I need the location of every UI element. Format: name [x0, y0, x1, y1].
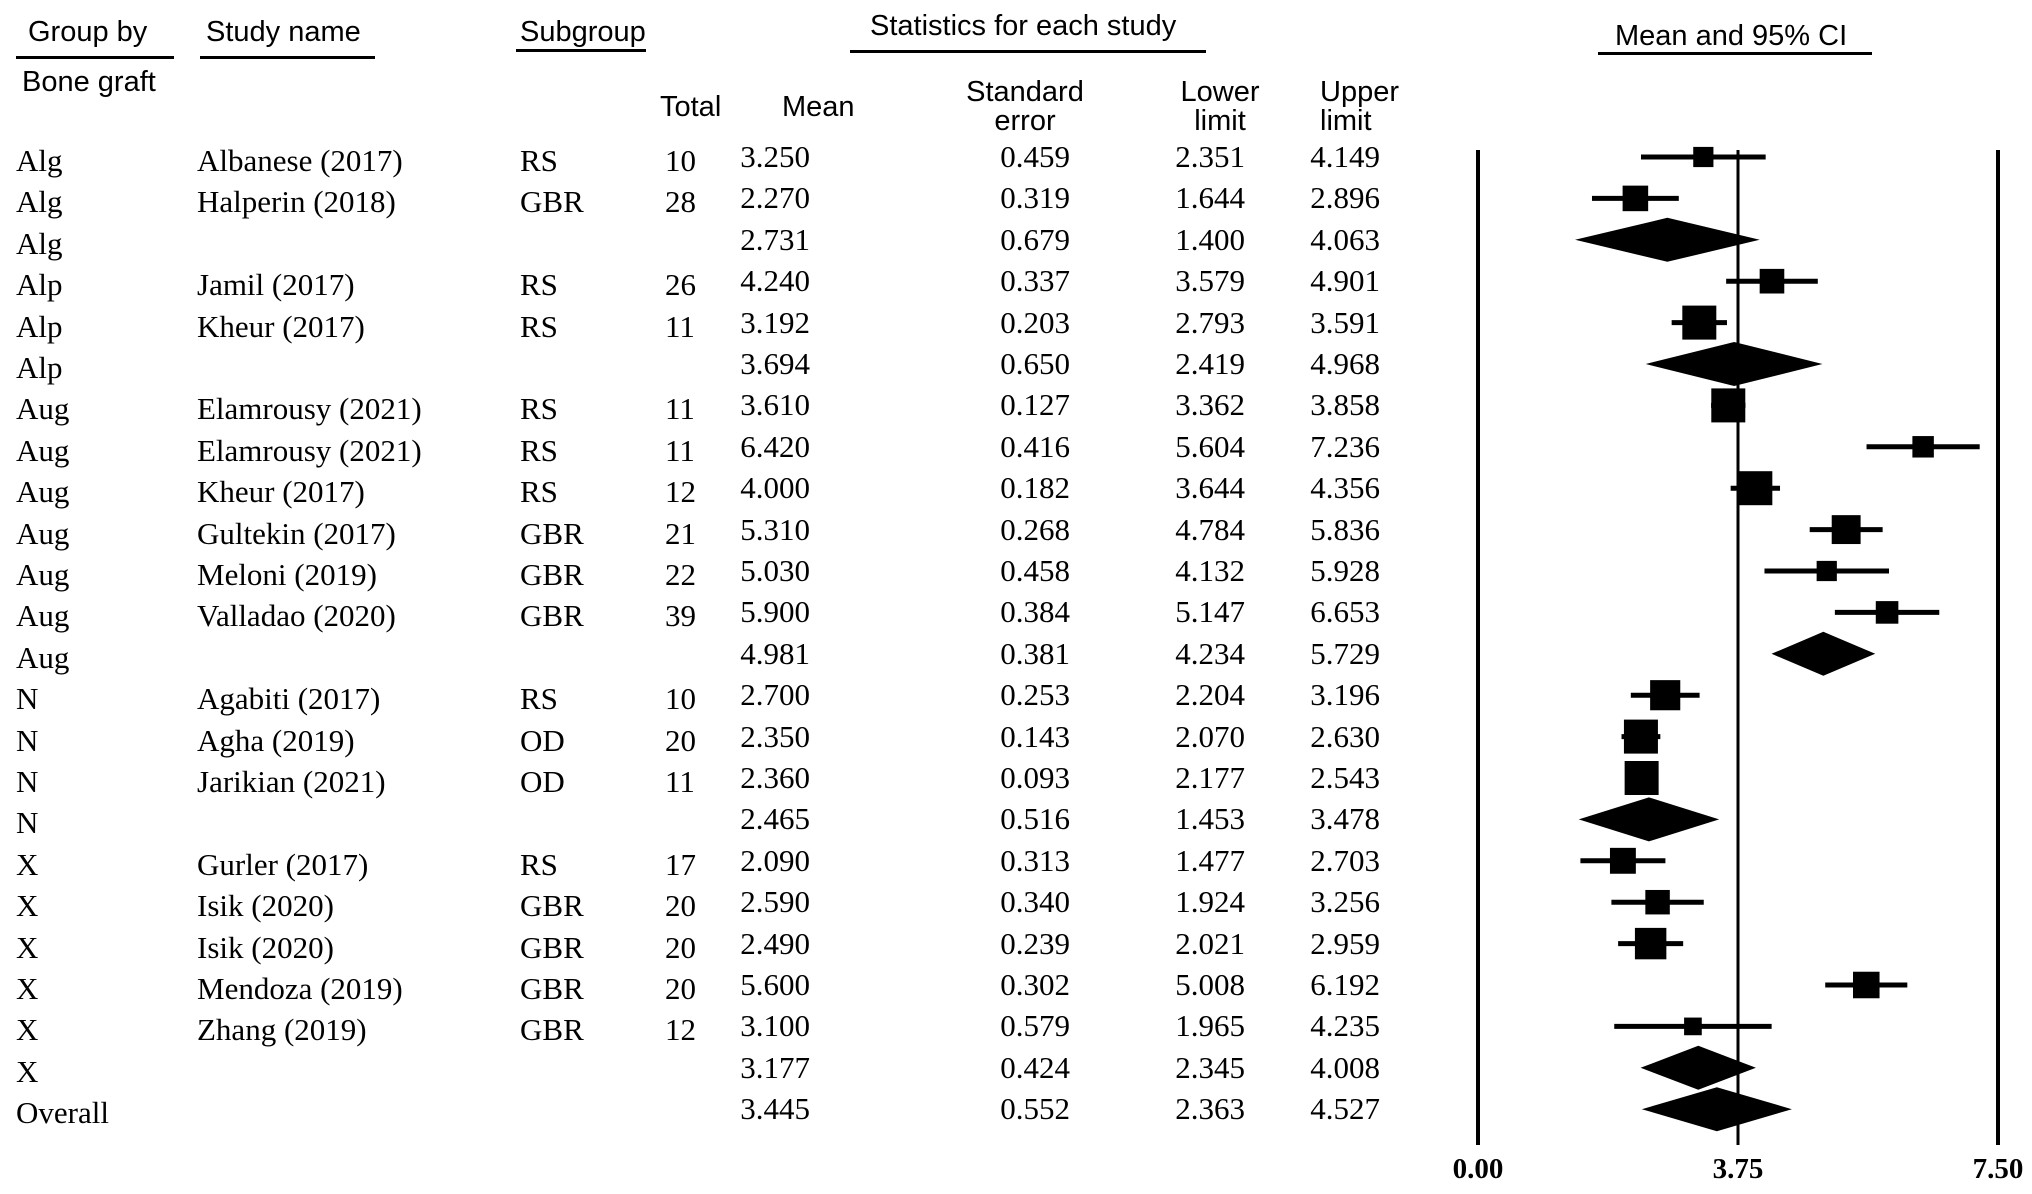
cell-subgroup: RS — [520, 143, 558, 178]
cell-group: Aug — [16, 557, 70, 592]
cell-subgroup: GBR — [520, 184, 584, 220]
cell-lower: 3.579 — [1175, 263, 1245, 299]
cell-study: Gultekin (2017) — [197, 515, 396, 551]
cell-upper: 5.928 — [1310, 553, 1380, 588]
cell-subgroup: GBR — [520, 971, 584, 1006]
cell-se: 0.319 — [1000, 180, 1070, 216]
cell-lower: 2.070 — [1175, 718, 1245, 754]
cell-mean: 2.731 — [740, 221, 810, 257]
cell-se: 0.516 — [1000, 801, 1070, 837]
cell-total: 20 — [665, 888, 696, 924]
cell-mean: 2.465 — [740, 801, 810, 837]
cell-study: Elamrousy (2021) — [197, 391, 422, 427]
summary-diamond — [1646, 342, 1823, 386]
cell-study: Meloni (2019) — [197, 557, 377, 592]
cell-subgroup: RS — [520, 267, 558, 303]
cell-subgroup: GBR — [520, 929, 584, 965]
cell-lower: 3.644 — [1175, 470, 1245, 506]
cell-se: 0.381 — [1000, 635, 1070, 671]
cell-subgroup: RS — [520, 681, 558, 717]
cell-group: X — [16, 929, 39, 965]
cell-group: Alg — [16, 225, 63, 261]
cell-lower: 5.604 — [1175, 428, 1245, 464]
summary-diamond — [1575, 218, 1760, 262]
cell-group: X — [16, 1012, 39, 1048]
summary-diamond — [1579, 797, 1719, 841]
cell-subgroup: OD — [520, 722, 565, 758]
header-bone-graft: Bone graft — [22, 66, 156, 98]
cell-lower: 3.362 — [1175, 387, 1245, 423]
cell-total: 28 — [665, 184, 696, 220]
cell-lower: 1.965 — [1175, 1008, 1245, 1044]
cell-mean: 4.981 — [740, 635, 810, 671]
cell-study: Elamrousy (2021) — [197, 432, 422, 468]
cell-mean: 4.000 — [740, 470, 810, 506]
point-estimate-box — [1625, 761, 1659, 795]
cell-study: Jarikian (2021) — [197, 764, 386, 799]
cell-study: Kheur (2017) — [197, 474, 365, 510]
cell-study: Agha (2019) — [197, 722, 355, 758]
header-upper-limit-line1: Upper — [1320, 76, 1399, 108]
point-estimate-box — [1682, 306, 1716, 340]
cell-group: N — [16, 764, 39, 799]
cell-lower: 2.351 — [1175, 139, 1245, 174]
cell-mean: 6.420 — [740, 428, 810, 464]
cell-se: 0.143 — [1000, 718, 1070, 754]
cell-group: Aug — [16, 639, 70, 675]
cell-mean: 5.310 — [740, 511, 810, 547]
cell-total: 26 — [665, 267, 696, 303]
header-upper-limit-line2: limit — [1320, 105, 1372, 137]
cell-mean: 3.694 — [740, 346, 810, 381]
cell-upper: 4.235 — [1310, 1008, 1380, 1044]
cell-mean: 2.350 — [740, 718, 810, 754]
cell-lower: 5.008 — [1175, 967, 1245, 1002]
point-estimate-box — [1623, 186, 1649, 212]
cell-subgroup: RS — [520, 308, 558, 344]
point-estimate-box — [1635, 928, 1666, 959]
cell-subgroup: RS — [520, 391, 558, 427]
cell-upper: 3.196 — [1310, 677, 1380, 713]
cell-upper: 3.591 — [1310, 304, 1380, 340]
header-mean-ci: Mean and 95% CI — [1615, 20, 1848, 52]
summary-diamond — [1642, 1087, 1792, 1131]
cell-lower: 1.400 — [1175, 221, 1245, 257]
cell-subgroup: RS — [520, 474, 558, 510]
cell-upper: 4.901 — [1310, 263, 1380, 299]
cell-study: Albanese (2017) — [197, 143, 403, 178]
cell-total: 20 — [665, 971, 696, 1006]
cell-group: N — [16, 805, 39, 841]
header-standard-error-line2: error — [994, 105, 1056, 137]
cell-se: 0.679 — [1000, 221, 1070, 257]
cell-total: 10 — [665, 143, 696, 178]
cell-study: Isik (2020) — [197, 888, 334, 924]
cell-mean: 3.250 — [740, 139, 810, 174]
point-estimate-box — [1912, 436, 1933, 457]
cell-lower: 2.021 — [1175, 925, 1245, 961]
cell-upper: 3.256 — [1310, 884, 1380, 920]
cell-upper: 3.478 — [1310, 801, 1380, 837]
cell-upper: 7.236 — [1310, 428, 1380, 464]
point-estimate-box — [1624, 720, 1658, 754]
point-estimate-box — [1832, 515, 1861, 544]
header-standard-error-line1: Standard — [966, 76, 1084, 108]
cell-subgroup: RS — [520, 432, 558, 468]
cell-group: X — [16, 888, 39, 924]
cell-mean: 3.445 — [740, 1091, 810, 1127]
cell-upper: 2.630 — [1310, 718, 1380, 754]
cell-group: Aug — [16, 391, 70, 427]
cell-study: Isik (2020) — [197, 929, 334, 965]
cell-group: Aug — [16, 432, 70, 468]
cell-group: Aug — [16, 598, 70, 634]
cell-study: Gurler (2017) — [197, 846, 369, 882]
header-mean: Mean — [782, 91, 855, 123]
cell-lower: 5.147 — [1175, 594, 1245, 630]
cell-group: N — [16, 681, 39, 717]
cell-se: 0.302 — [1000, 967, 1070, 1002]
cell-group: Alg — [16, 143, 63, 178]
cell-group: Aug — [16, 515, 70, 551]
cell-study: Jamil (2017) — [197, 267, 355, 303]
cell-total: 11 — [665, 764, 695, 799]
cell-upper: 4.149 — [1310, 139, 1380, 174]
cell-study: Halperin (2018) — [197, 184, 396, 220]
header-stats-for-each-study: Statistics for each study — [870, 10, 1177, 42]
cell-se: 0.093 — [1000, 760, 1070, 795]
cell-mean: 2.360 — [740, 760, 810, 795]
point-estimate-box — [1645, 890, 1669, 914]
cell-total: 20 — [665, 929, 696, 965]
cell-lower: 2.177 — [1175, 760, 1245, 795]
cell-subgroup: RS — [520, 846, 558, 882]
header-lower-limit-line2: limit — [1194, 105, 1246, 137]
cell-upper: 4.008 — [1310, 1049, 1380, 1085]
point-estimate-box — [1876, 601, 1899, 624]
x-tick-label: 7.50 — [1972, 1153, 2024, 1185]
point-estimate-box — [1760, 269, 1785, 294]
cell-total: 20 — [665, 722, 696, 758]
cell-study: Valladao (2020) — [197, 598, 396, 634]
cell-se: 0.268 — [1000, 511, 1070, 547]
cell-lower: 2.345 — [1175, 1049, 1245, 1085]
cell-total: 10 — [665, 681, 696, 717]
cell-total: 21 — [665, 515, 696, 551]
x-tick-label: 3.75 — [1712, 1153, 1764, 1185]
cell-lower: 2.204 — [1175, 677, 1245, 713]
cell-mean: 2.590 — [740, 884, 810, 920]
point-estimate-box — [1684, 1018, 1702, 1036]
cell-group: X — [16, 846, 39, 882]
cell-upper: 5.836 — [1310, 511, 1380, 547]
cell-group: N — [16, 722, 39, 758]
cell-lower: 2.793 — [1175, 304, 1245, 340]
cell-upper: 4.968 — [1310, 346, 1380, 381]
cell-mean: 3.192 — [740, 304, 810, 340]
cell-upper: 4.063 — [1310, 221, 1380, 257]
cell-total: 22 — [665, 557, 696, 592]
cell-se: 0.579 — [1000, 1008, 1070, 1044]
cell-lower: 4.784 — [1175, 511, 1245, 547]
cell-mean: 2.700 — [740, 677, 810, 713]
point-estimate-box — [1817, 561, 1837, 581]
cell-mean: 2.090 — [740, 842, 810, 878]
cell-total: 11 — [665, 432, 695, 468]
cell-mean: 5.030 — [740, 553, 810, 588]
cell-group: Alp — [16, 308, 63, 344]
cell-upper: 6.653 — [1310, 594, 1380, 630]
cell-se: 0.340 — [1000, 884, 1070, 920]
header-lower-limit-line1: Lower — [1180, 76, 1260, 108]
cell-group: Aug — [16, 474, 70, 510]
cell-se: 0.253 — [1000, 677, 1070, 713]
cell-group: Overall — [16, 1095, 109, 1131]
cell-total: 17 — [665, 846, 696, 882]
cell-se: 0.239 — [1000, 925, 1070, 961]
header-study-name: Study name — [206, 16, 361, 48]
cell-se: 0.313 — [1000, 842, 1070, 878]
cell-upper: 6.192 — [1310, 967, 1380, 1002]
header-total: Total — [660, 91, 722, 123]
point-estimate-box — [1853, 972, 1880, 999]
cell-total: 11 — [665, 391, 695, 427]
cell-study: Mendoza (2019) — [197, 971, 403, 1006]
cell-se: 0.424 — [1000, 1049, 1070, 1085]
cell-se: 0.182 — [1000, 470, 1070, 506]
cell-study: Kheur (2017) — [197, 308, 365, 344]
point-estimate-box — [1693, 147, 1713, 167]
cell-lower: 1.924 — [1175, 884, 1245, 920]
cell-se: 0.203 — [1000, 304, 1070, 340]
cell-total: 12 — [665, 1012, 696, 1048]
cell-group: X — [16, 1053, 39, 1089]
cell-upper: 5.729 — [1310, 635, 1380, 671]
cell-mean: 4.240 — [740, 263, 810, 299]
cell-subgroup: GBR — [520, 1012, 584, 1048]
cell-mean: 3.610 — [740, 387, 810, 423]
cell-mean: 3.100 — [740, 1008, 810, 1044]
cell-lower: 1.644 — [1175, 180, 1245, 216]
cell-mean: 2.270 — [740, 180, 810, 216]
header-subgroup: Subgroup — [520, 16, 646, 48]
cell-study: Agabiti (2017) — [197, 681, 381, 717]
cell-total: 39 — [665, 598, 696, 634]
cell-lower: 4.132 — [1175, 553, 1245, 588]
cell-se: 0.458 — [1000, 553, 1070, 588]
cell-lower: 4.234 — [1175, 635, 1245, 671]
cell-upper: 2.543 — [1310, 760, 1380, 795]
summary-diamond — [1772, 632, 1876, 676]
point-estimate-box — [1650, 680, 1680, 710]
header-group-by: Group by — [28, 16, 148, 48]
cell-group: Alg — [16, 184, 63, 220]
cell-subgroup: GBR — [520, 598, 584, 634]
cell-group: X — [16, 971, 39, 1006]
cell-lower: 2.419 — [1175, 346, 1245, 381]
cell-total: 12 — [665, 474, 696, 510]
cell-lower: 1.453 — [1175, 801, 1245, 837]
cell-upper: 2.959 — [1310, 925, 1380, 961]
cell-se: 0.650 — [1000, 346, 1070, 381]
point-estimate-box — [1610, 848, 1636, 874]
cell-se: 0.337 — [1000, 263, 1070, 299]
cell-se: 0.127 — [1000, 387, 1070, 423]
cell-mean: 5.600 — [740, 967, 810, 1002]
cell-upper: 4.527 — [1310, 1091, 1380, 1127]
cell-group: Alp — [16, 350, 63, 385]
cell-upper: 2.703 — [1310, 842, 1380, 878]
cell-total: 11 — [665, 308, 695, 344]
cell-group: Alp — [16, 267, 63, 303]
cell-subgroup: GBR — [520, 888, 584, 924]
cell-upper: 4.356 — [1310, 470, 1380, 506]
cell-subgroup: GBR — [520, 515, 584, 551]
point-estimate-box — [1711, 388, 1745, 422]
cell-se: 0.552 — [1000, 1091, 1070, 1127]
cell-mean: 5.900 — [740, 594, 810, 630]
cell-upper: 2.896 — [1310, 180, 1380, 216]
cell-subgroup: OD — [520, 764, 565, 799]
cell-lower: 2.363 — [1175, 1091, 1245, 1127]
cell-se: 0.416 — [1000, 428, 1070, 464]
cell-upper: 3.858 — [1310, 387, 1380, 423]
x-tick-label: 0.00 — [1452, 1153, 1504, 1185]
cell-se: 0.459 — [1000, 139, 1070, 174]
cell-mean: 3.177 — [740, 1049, 810, 1085]
cell-study: Zhang (2019) — [197, 1012, 367, 1048]
cell-subgroup: GBR — [520, 557, 584, 592]
cell-se: 0.384 — [1000, 594, 1070, 630]
point-estimate-box — [1738, 471, 1772, 505]
cell-mean: 2.490 — [740, 925, 810, 961]
cell-lower: 1.477 — [1175, 842, 1245, 878]
